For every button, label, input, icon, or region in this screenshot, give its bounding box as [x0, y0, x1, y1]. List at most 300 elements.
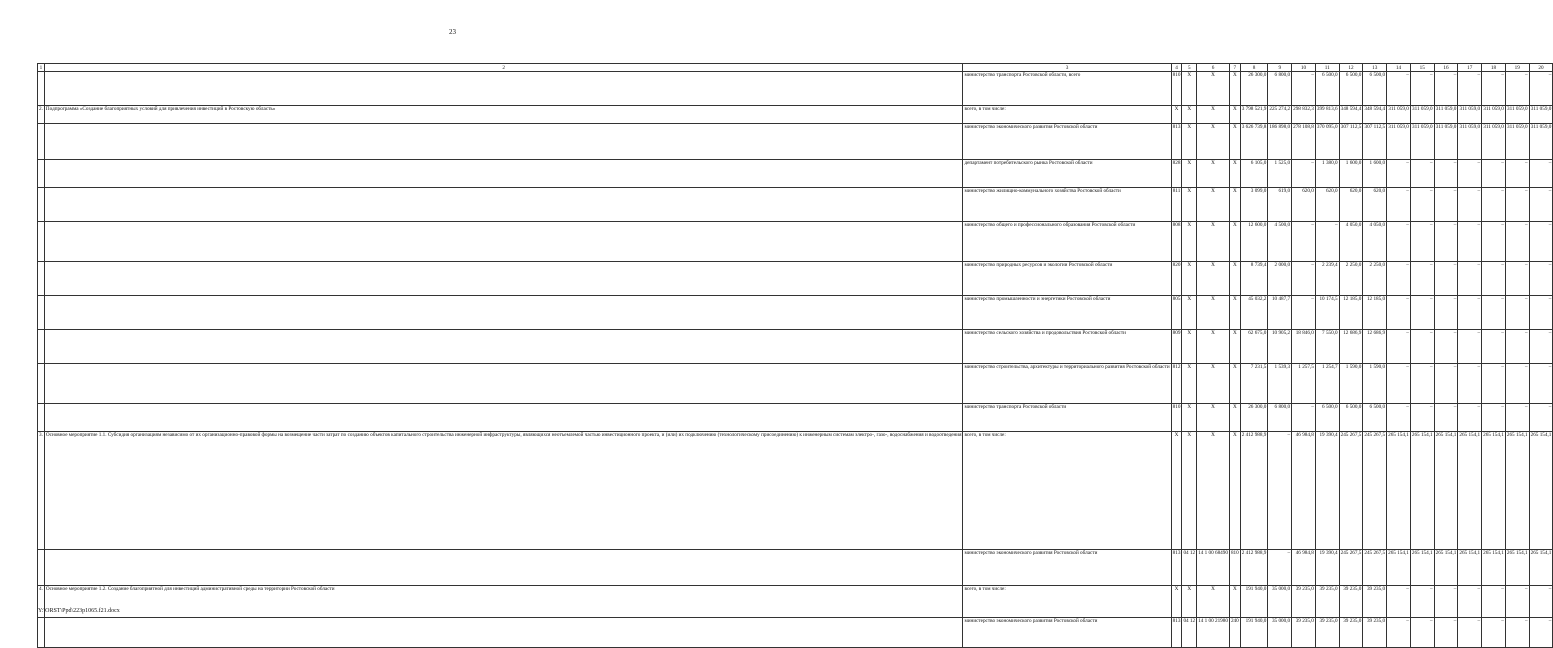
value-cell: – [1410, 618, 1434, 648]
value-cell: – [1482, 72, 1506, 106]
value-cell: – [1505, 160, 1529, 188]
value-cell: – [1529, 586, 1553, 618]
value-cell: – [1529, 160, 1553, 188]
value-cell: – [1529, 262, 1553, 296]
value-cell: X [1229, 188, 1240, 222]
value-cell: 620,0 [1292, 188, 1316, 222]
value-cell: X [1182, 330, 1197, 364]
value-cell: 191 940,0 [1240, 586, 1268, 618]
value-cell: 813 [1171, 124, 1182, 160]
program-name-cell [44, 160, 963, 188]
value-cell: – [1268, 550, 1292, 586]
value-cell: 240 [1229, 618, 1240, 648]
value-cell: 311 059,0 [1505, 124, 1529, 160]
value-cell: – [1410, 262, 1434, 296]
value-cell: 245 267,5 [1363, 432, 1387, 550]
value-cell: 2 250,0 [1339, 262, 1363, 296]
value-cell: – [1529, 222, 1553, 262]
value-cell: – [1434, 586, 1458, 618]
value-cell: 12 185,0 [1363, 296, 1387, 330]
value-cell: 6 500,0 [1363, 72, 1387, 106]
value-cell: 620,0 [1315, 188, 1339, 222]
value-cell: 6 500,0 [1315, 404, 1339, 432]
value-cell: 12 185,0 [1339, 296, 1363, 330]
column-number: 18 [1482, 64, 1506, 72]
value-cell: – [1482, 262, 1506, 296]
row-number-cell [38, 550, 45, 586]
value-cell: – [1434, 330, 1458, 364]
value-cell: 12 686,9 [1363, 330, 1387, 364]
column-number: 20 [1529, 64, 1553, 72]
value-cell: – [1434, 296, 1458, 330]
value-cell: 812 [1171, 364, 1182, 404]
value-cell: – [1482, 586, 1506, 618]
value-cell: X [1182, 124, 1197, 160]
executor-cell: министерство сельского хозяйства и продовольствия Ростовской области [963, 330, 1171, 364]
value-cell: – [1505, 364, 1529, 404]
value-cell: 6 500,0 [1339, 404, 1363, 432]
value-cell: – [1505, 262, 1529, 296]
column-number: 15 [1410, 64, 1434, 72]
value-cell: – [1458, 404, 1482, 432]
value-cell: 04 12 [1182, 618, 1197, 648]
value-cell: 39 235,0 [1292, 586, 1316, 618]
executor-cell: всего, в том числе: [963, 432, 1171, 550]
program-name-cell [44, 330, 963, 364]
value-cell: 619,0 [1268, 188, 1292, 222]
executor-cell: министерство строительства, архитектуры и территориального развития Ростовской области [963, 364, 1171, 404]
value-cell: 265 154,1 [1505, 432, 1529, 550]
value-cell: – [1505, 404, 1529, 432]
value-cell: 46 984,8 [1292, 432, 1316, 550]
executor-cell: всего, в том числе: [963, 106, 1171, 124]
value-cell: – [1410, 364, 1434, 404]
value-cell: – [1505, 222, 1529, 262]
value-cell: 265 154,1 [1387, 432, 1411, 550]
column-number: 6 [1197, 64, 1230, 72]
value-cell: – [1482, 296, 1506, 330]
program-name-cell [44, 296, 963, 330]
program-name-cell: Подпрограмма «Создание благоприятных условий для привлечения инвестиций в Ростовскую область» [44, 106, 963, 124]
value-cell: – [1434, 160, 1458, 188]
value-cell: 311 059,0 [1529, 106, 1553, 124]
program-name-cell [44, 404, 963, 432]
row-number-cell [38, 404, 45, 432]
value-cell: X [1197, 106, 1230, 124]
program-name-cell [44, 550, 963, 586]
column-number: 9 [1268, 64, 1292, 72]
value-cell: 1 590,0 [1339, 364, 1363, 404]
value-cell: 311 059,0 [1458, 106, 1482, 124]
value-cell: 18 846,0 [1292, 330, 1316, 364]
value-cell: 311 059,0 [1434, 106, 1458, 124]
value-cell: 311 059,0 [1434, 124, 1458, 160]
value-cell: X [1182, 262, 1197, 296]
value-cell: 265 154,1 [1387, 550, 1411, 586]
value-cell: – [1458, 262, 1482, 296]
value-cell: – [1292, 72, 1316, 106]
value-cell: X [1182, 586, 1197, 618]
program-name-cell [44, 262, 963, 296]
row-number-cell [38, 188, 45, 222]
value-cell: – [1434, 188, 1458, 222]
value-cell: 810 [1171, 404, 1182, 432]
row-number-cell [38, 124, 45, 160]
executor-cell: всего, в том числе: [963, 586, 1171, 618]
executor-cell: министерство экономического развития Ростовской области [963, 618, 1171, 648]
value-cell: 810 [1171, 72, 1182, 106]
value-cell: 805 [1171, 296, 1182, 330]
value-cell: X [1197, 262, 1230, 296]
value-cell: – [1529, 404, 1553, 432]
value-cell: – [1458, 160, 1482, 188]
value-cell: X [1182, 160, 1197, 188]
value-cell: X [1171, 432, 1182, 550]
column-number: 10 [1292, 64, 1316, 72]
budget-table [37, 63, 1553, 648]
value-cell: – [1410, 330, 1434, 364]
value-cell: 1 257,5 [1292, 364, 1316, 404]
executor-cell: министерство жилищно-коммунального хозяйства Ростовской области [963, 188, 1171, 222]
table-row [38, 432, 1553, 550]
value-cell: 39 235,0 [1339, 586, 1363, 618]
table-row [38, 296, 1553, 330]
value-cell: – [1458, 222, 1482, 262]
value-cell: 186 898,0 [1268, 124, 1292, 160]
value-cell: – [1434, 404, 1458, 432]
value-cell: X [1229, 404, 1240, 432]
row-number-cell [38, 364, 45, 404]
value-cell: 39 235,0 [1315, 586, 1339, 618]
value-cell: 1 539,3 [1268, 364, 1292, 404]
value-cell: X [1197, 72, 1230, 106]
value-cell: 307 112,5 [1339, 124, 1363, 160]
value-cell: – [1410, 404, 1434, 432]
value-cell: 39 235,0 [1292, 618, 1316, 648]
value-cell: – [1458, 586, 1482, 618]
value-cell: 2 412 988,9 [1240, 432, 1268, 550]
value-cell: 1 600,0 [1363, 160, 1387, 188]
value-cell: 1 254,7 [1315, 364, 1339, 404]
value-cell: X [1182, 188, 1197, 222]
value-cell: 265 154,1 [1458, 432, 1482, 550]
value-cell: – [1505, 72, 1529, 106]
value-cell: – [1387, 586, 1411, 618]
value-cell: 35 000,0 [1268, 586, 1292, 618]
value-cell: – [1268, 432, 1292, 550]
value-cell: – [1434, 618, 1458, 648]
value-cell: X [1171, 586, 1182, 618]
value-cell: – [1482, 222, 1506, 262]
value-cell: – [1292, 160, 1316, 188]
value-cell: 1 525,0 [1268, 160, 1292, 188]
value-cell: – [1387, 262, 1411, 296]
table-row [38, 106, 1553, 124]
value-cell: 3 099,0 [1240, 188, 1268, 222]
value-cell: 311 059,0 [1482, 124, 1506, 160]
value-cell: 311 059,0 [1458, 124, 1482, 160]
program-name-cell: Основное мероприятие 1.1. Субсидия организациям независимо от их организационно-правовой формы на возмещение части затрат по созданию объектов капитального строительства инженерной инфраструктуры, являющихся неотъемлемой частью инвестиционного проекта, и (или) их подключению (технологическому присоединению) к инженерным системам электро-, газо-, водоснабжения и водоотведения [44, 432, 963, 550]
value-cell: X [1197, 188, 1230, 222]
executor-cell: министерство общего и профессионального образования Ростовской области [963, 222, 1171, 262]
value-cell: 311 059,0 [1529, 124, 1553, 160]
table-row [38, 364, 1553, 404]
value-cell: – [1410, 188, 1434, 222]
table-row [38, 188, 1553, 222]
value-cell: X [1182, 222, 1197, 262]
program-name-cell [44, 72, 963, 106]
value-cell: 1 380,0 [1315, 160, 1339, 188]
value-cell: X [1182, 404, 1197, 432]
value-cell: – [1458, 618, 1482, 648]
row-number-cell [38, 72, 45, 106]
value-cell: 225 274,2 [1268, 106, 1292, 124]
program-name-cell [44, 222, 963, 262]
value-cell: 278 108,8 [1292, 124, 1316, 160]
value-cell: X [1229, 432, 1240, 550]
value-cell: 2 250,0 [1363, 262, 1387, 296]
column-number: 7 [1229, 64, 1240, 72]
row-number-cell: 2. [38, 106, 45, 124]
value-cell: – [1387, 330, 1411, 364]
value-cell: 10 487,7 [1268, 296, 1292, 330]
value-cell: – [1315, 222, 1339, 262]
value-cell: – [1292, 404, 1316, 432]
table-row [38, 124, 1553, 160]
table-row [38, 550, 1553, 586]
executor-cell: министерство экономического развития Ростовской области [963, 124, 1171, 160]
value-cell: 12 686,9 [1339, 330, 1363, 364]
value-cell: – [1410, 296, 1434, 330]
value-cell: X [1182, 296, 1197, 330]
value-cell: 39 235,0 [1363, 586, 1387, 618]
value-cell: 7 231,5 [1240, 364, 1268, 404]
value-cell: 808 [1171, 222, 1182, 262]
value-cell: 620,0 [1363, 188, 1387, 222]
row-number-cell: 3. [38, 432, 45, 550]
value-cell: 6 105,0 [1240, 160, 1268, 188]
value-cell: 265 154,1 [1482, 432, 1506, 550]
value-cell: – [1505, 330, 1529, 364]
value-cell: X [1197, 432, 1230, 550]
column-number: 16 [1434, 64, 1458, 72]
value-cell: X [1229, 296, 1240, 330]
value-cell: X [1182, 106, 1197, 124]
value-cell: 39 235,0 [1363, 618, 1387, 648]
column-number: 13 [1363, 64, 1387, 72]
value-cell: – [1482, 404, 1506, 432]
column-number: 5 [1182, 64, 1197, 72]
value-cell: 35 000,0 [1268, 618, 1292, 648]
value-cell: 04 12 [1182, 550, 1197, 586]
value-cell: 19 390,4 [1315, 432, 1339, 550]
value-cell: – [1505, 618, 1529, 648]
value-cell: 6 500,0 [1339, 72, 1363, 106]
value-cell: – [1434, 222, 1458, 262]
value-cell: 3 798 521,9 [1240, 106, 1268, 124]
value-cell: 399 813,6 [1315, 106, 1339, 124]
value-cell: X [1229, 106, 1240, 124]
program-name-cell [44, 618, 963, 648]
value-cell: 809 [1171, 330, 1182, 364]
value-cell: – [1458, 72, 1482, 106]
value-cell: X [1197, 222, 1230, 262]
value-cell: 265 154,1 [1434, 432, 1458, 550]
executor-cell: министерство транспорта Ростовской области, всего [963, 72, 1171, 106]
value-cell: – [1410, 160, 1434, 188]
value-cell: 370 095,0 [1315, 124, 1339, 160]
row-number-cell [38, 262, 45, 296]
value-cell: 6 500,0 [1315, 72, 1339, 106]
value-cell: X [1182, 364, 1197, 404]
value-cell: X [1229, 124, 1240, 160]
column-number: 8 [1240, 64, 1268, 72]
column-number: 14 [1387, 64, 1411, 72]
row-number-cell [38, 160, 45, 188]
value-cell: – [1292, 222, 1316, 262]
value-cell: 4 050,0 [1363, 222, 1387, 262]
value-cell: 26 300,0 [1240, 404, 1268, 432]
value-cell: 3 626 739,8 [1240, 124, 1268, 160]
value-cell: X [1229, 586, 1240, 618]
row-number-cell [38, 618, 45, 648]
value-cell: 8 739,4 [1240, 262, 1268, 296]
value-cell: – [1482, 618, 1506, 648]
value-cell: – [1458, 296, 1482, 330]
value-cell: – [1505, 296, 1529, 330]
value-cell: – [1292, 262, 1316, 296]
value-cell: 1 600,0 [1339, 160, 1363, 188]
value-cell: 813 [1171, 550, 1182, 586]
value-cell: 298 832,3 [1292, 106, 1316, 124]
value-cell: – [1458, 330, 1482, 364]
value-cell: – [1387, 72, 1411, 106]
value-cell: 6 800,0 [1268, 72, 1292, 106]
value-cell: 39 235,0 [1315, 618, 1339, 648]
value-cell: X [1229, 222, 1240, 262]
value-cell: 265 154,1 [1410, 550, 1434, 586]
value-cell: 14 1 00 68490 [1197, 550, 1230, 586]
value-cell: – [1387, 404, 1411, 432]
value-cell: 2 412 988,9 [1240, 550, 1268, 586]
value-cell: X [1182, 432, 1197, 550]
value-cell: 311 059,0 [1410, 124, 1434, 160]
column-number: 4 [1171, 64, 1182, 72]
value-cell: – [1458, 364, 1482, 404]
value-cell: 2 000,0 [1268, 262, 1292, 296]
value-cell: – [1505, 586, 1529, 618]
value-cell: – [1529, 296, 1553, 330]
value-cell: – [1529, 618, 1553, 648]
value-cell: X [1182, 72, 1197, 106]
value-cell: 265 154,1 [1529, 432, 1553, 550]
value-cell: 12 600,0 [1240, 222, 1268, 262]
value-cell: 245 267,5 [1339, 432, 1363, 550]
value-cell: 7 550,0 [1315, 330, 1339, 364]
value-cell: 311 059,0 [1505, 106, 1529, 124]
value-cell: – [1505, 188, 1529, 222]
executor-cell: министерство транспорта Ростовской области [963, 404, 1171, 432]
value-cell: 810 [1229, 550, 1240, 586]
value-cell: – [1410, 222, 1434, 262]
executor-cell: департамент потребительского рынка Ростовской области [963, 160, 1171, 188]
value-cell: – [1482, 188, 1506, 222]
table-row [38, 262, 1553, 296]
column-number: 11 [1315, 64, 1339, 72]
value-cell: 6 500,0 [1363, 404, 1387, 432]
value-cell: 348 594,4 [1363, 106, 1387, 124]
value-cell: 265 154,1 [1505, 550, 1529, 586]
executor-cell: министерство экономического развития Ростовской области [963, 550, 1171, 586]
value-cell: X [1197, 160, 1230, 188]
value-cell: 311 059,0 [1410, 106, 1434, 124]
program-name-cell [44, 188, 963, 222]
column-number: 17 [1458, 64, 1482, 72]
value-cell: 828 [1171, 160, 1182, 188]
value-cell: 45 032,2 [1240, 296, 1268, 330]
value-cell: X [1229, 72, 1240, 106]
value-cell: 245 267,5 [1339, 550, 1363, 586]
value-cell: 4 500,0 [1268, 222, 1292, 262]
table-row [38, 586, 1553, 618]
value-cell: – [1529, 330, 1553, 364]
value-cell: – [1434, 262, 1458, 296]
value-cell: X [1229, 262, 1240, 296]
column-number-row [38, 64, 1553, 72]
program-name-cell: Основное мероприятие 1.2. Создание благоприятной для инвестиций административной среды на территории Ростовской области [44, 586, 963, 618]
value-cell: 348 594,4 [1339, 106, 1363, 124]
row-number-cell [38, 296, 45, 330]
value-cell: – [1387, 364, 1411, 404]
value-cell: 4 050,0 [1339, 222, 1363, 262]
value-cell: – [1434, 72, 1458, 106]
value-cell: – [1458, 188, 1482, 222]
value-cell: – [1410, 72, 1434, 106]
value-cell: 265 154,1 [1434, 550, 1458, 586]
value-cell: 46 984,8 [1292, 550, 1316, 586]
table-row [38, 72, 1553, 106]
row-number-cell [38, 330, 45, 364]
file-path-footer: Y:\ORST\Ppd\223p1065.f21.docx [38, 608, 120, 614]
executor-cell: министерство промышленности и энергетики Ростовской области [963, 296, 1171, 330]
column-number: 2 [44, 64, 963, 72]
value-cell: 10 174,5 [1315, 296, 1339, 330]
value-cell: X [1197, 330, 1230, 364]
table-row [38, 330, 1553, 364]
value-cell: 265 154,1 [1529, 550, 1553, 586]
value-cell: 311 059,0 [1482, 106, 1506, 124]
value-cell: – [1482, 330, 1506, 364]
value-cell: 265 154,1 [1458, 550, 1482, 586]
value-cell: 245 267,5 [1363, 550, 1387, 586]
table-row [38, 222, 1553, 262]
value-cell: 1 590,0 [1363, 364, 1387, 404]
value-cell: 311 059,0 [1387, 124, 1411, 160]
value-cell: X [1229, 364, 1240, 404]
value-cell: 191 940,0 [1240, 618, 1268, 648]
value-cell: X [1197, 404, 1230, 432]
table-row [38, 618, 1553, 648]
column-number: 19 [1505, 64, 1529, 72]
value-cell: 811 [1171, 188, 1182, 222]
value-cell: X [1229, 160, 1240, 188]
value-cell: – [1482, 160, 1506, 188]
value-cell: X [1197, 364, 1230, 404]
value-cell: 307 112,5 [1363, 124, 1387, 160]
table-row [38, 160, 1553, 188]
value-cell: – [1387, 618, 1411, 648]
row-number-cell [38, 222, 45, 262]
